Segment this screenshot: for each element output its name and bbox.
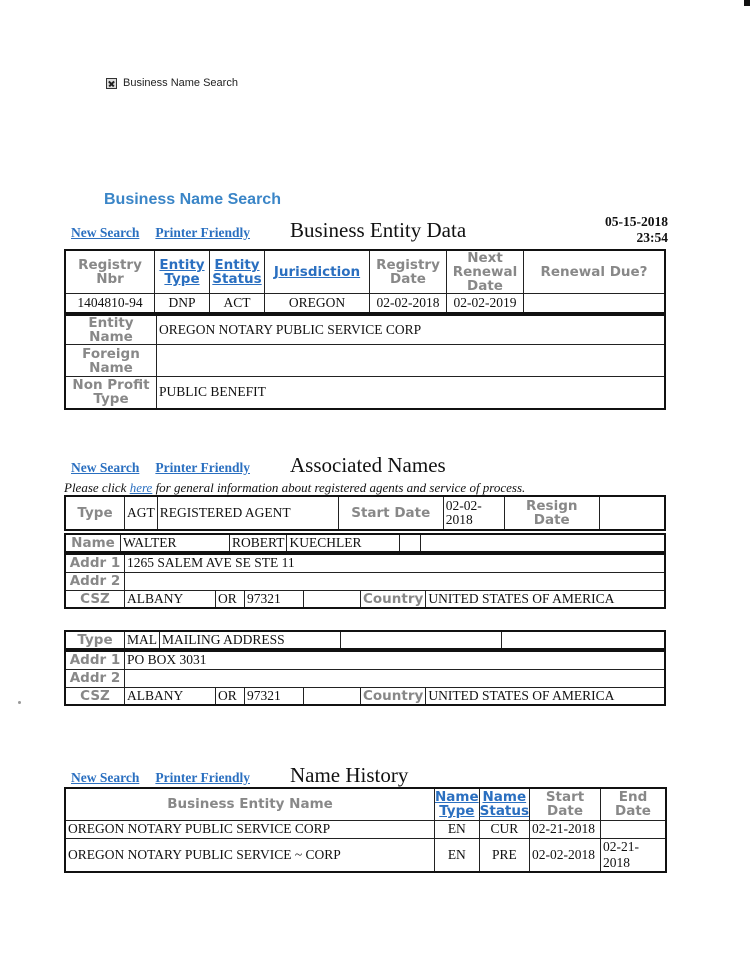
header-registry-date: Registry Date [370,250,447,294]
mailing-country: UNITED STATES OF AMERICA [426,687,665,705]
mailing-city: ALBANY [125,687,216,705]
section-title-associated: Associated Names [289,453,446,477]
mailing-start-date [341,631,502,649]
foreign-name-label: Foreign Name [65,345,157,377]
timestamp [605,214,668,246]
country-label: Country [361,590,426,608]
agent-addr2 [125,572,666,590]
note-suffix: for general information about registered agents and service of process. [152,480,526,495]
csz-label: CSZ [65,590,125,608]
history-type: EN [435,838,480,872]
note-prefix: Please click [64,480,130,495]
mailing-resign-date [502,631,666,649]
section-title-entity: Business Entity Data [289,218,467,242]
agent-start-date: 02-02-2018 [443,496,504,530]
agent-type-code: AGT [125,496,158,530]
new-search-link[interactable]: New Search [71,225,140,240]
mailing-zip-ext [304,687,361,705]
printer-friendly-link[interactable]: Printer Friendly [155,460,250,475]
header-start-date: Start Date [530,788,601,820]
entity-name-value: OREGON NOTARY PUBLIC SERVICE CORP [157,315,666,345]
agent-last-name: KUECHLER [287,534,400,552]
page-heading: Business Name Search [104,191,281,208]
type-label: Type [65,631,125,649]
mailing-address-type-table [64,630,666,650]
country-label: Country [361,687,426,705]
history-start: 02-21-2018 [530,820,601,838]
entity-nav [71,218,466,243]
header-name-type-link[interactable]: Name Type [435,789,479,820]
entity-type-value: DNP [155,294,210,313]
scan-corner-mark [744,0,750,6]
table-row [65,838,666,872]
mailing-address-table [64,650,666,706]
registry-nbr-value: 1404810-94 [65,294,155,313]
header-end-date: End Date [601,788,666,820]
jurisdiction-value: OREGON [265,294,370,313]
entity-table [64,249,666,314]
header-name-status-link[interactable]: Name Status [479,789,530,820]
entity-status-value: ACT [210,294,265,313]
type-label: Type [65,496,125,530]
agent-type-desc: REGISTERED AGENT [157,496,338,530]
mailing-addr2 [125,669,666,687]
addr1-label: Addr 1 [65,554,125,572]
start-date-label: Start Date [338,496,443,530]
agent-suffix [400,534,421,552]
broken-image-alt-text: Business Name Search [123,77,238,89]
history-status: PRE [479,838,529,872]
associated-nav [71,453,446,478]
registered-agent-name-table [64,533,666,553]
name-label: Name [65,534,121,552]
history-name: OREGON NOTARY PUBLIC SERVICE ~ CORP [65,838,435,872]
resign-date-label: Resign Date [504,496,599,530]
addr2-label: Addr 2 [65,669,125,687]
header-entity-status-link[interactable]: Entity Status [210,250,265,294]
broken-image-placeholder [106,77,238,89]
agent-info-here-link[interactable]: here [129,480,153,495]
csz-label: CSZ [65,687,125,705]
agent-info-note [64,480,525,496]
header-renewal-due: Renewal Due? [524,250,666,294]
header-entity-type-link[interactable]: Entity Type [155,250,210,294]
agent-middle-name: ROBERT [230,534,287,552]
new-search-link[interactable]: New Search [71,460,140,475]
mailing-type-desc: MAILING ADDRESS [160,631,341,649]
mailing-type-code: MAL [125,631,160,649]
agent-zip: 97321 [245,590,304,608]
agent-name-extra [421,534,665,552]
entity-name-label: Entity Name [65,315,157,345]
non-profit-type-label: Non Profit Type [65,377,157,409]
header-jurisdiction-link[interactable]: Jurisdiction [265,250,370,294]
history-start: 02-02-2018 [530,838,601,872]
registered-agent-type-table [64,495,666,531]
section-title-history: Name History [289,763,409,787]
addr1-label: Addr 1 [65,651,125,669]
agent-first-name: WALTER [121,534,230,552]
agent-city: ALBANY [125,590,216,608]
history-status: CUR [479,820,529,838]
header-registry-nbr: Registry Nbr [65,250,155,294]
header-business-entity-name: Business Entity Name [65,788,435,820]
history-end: 02-21-2018 [601,838,666,872]
foreign-name-value [157,345,666,377]
mailing-addr1: PO BOX 3031 [125,651,666,669]
non-profit-type-value: PUBLIC BENEFIT [157,377,666,409]
printer-friendly-link[interactable]: Printer Friendly [155,770,250,785]
printer-friendly-link[interactable]: Printer Friendly [155,225,250,240]
renewal-due-value [524,294,666,313]
timestamp-date: 05-15-2018 [605,214,668,229]
header-next-renewal-date: Next Renewal Date [447,250,524,294]
agent-zip-ext [304,590,361,608]
timestamp-time: 23:54 [636,230,668,245]
addr2-label: Addr 2 [65,572,125,590]
agent-addr1: 1265 SALEM AVE SE STE 11 [125,554,666,572]
table-row [65,820,666,838]
name-history-table [64,787,667,873]
agent-country: UNITED STATES OF AMERICA [426,590,665,608]
agent-state: OR [216,590,245,608]
registry-date-value: 02-02-2018 [370,294,447,313]
agent-resign-date [599,496,665,530]
entity-details-table [64,314,666,410]
new-search-link[interactable]: New Search [71,770,140,785]
broken-image-icon [106,78,117,89]
history-end [601,820,666,838]
next-renewal-date-value: 02-02-2019 [447,294,524,313]
history-nav [71,763,408,788]
registered-agent-address-table [64,553,666,609]
history-type: EN [435,820,480,838]
history-name: OREGON NOTARY PUBLIC SERVICE CORP [65,820,435,838]
mailing-zip: 97321 [245,687,304,705]
mailing-state: OR [216,687,245,705]
scan-speck [18,701,21,704]
